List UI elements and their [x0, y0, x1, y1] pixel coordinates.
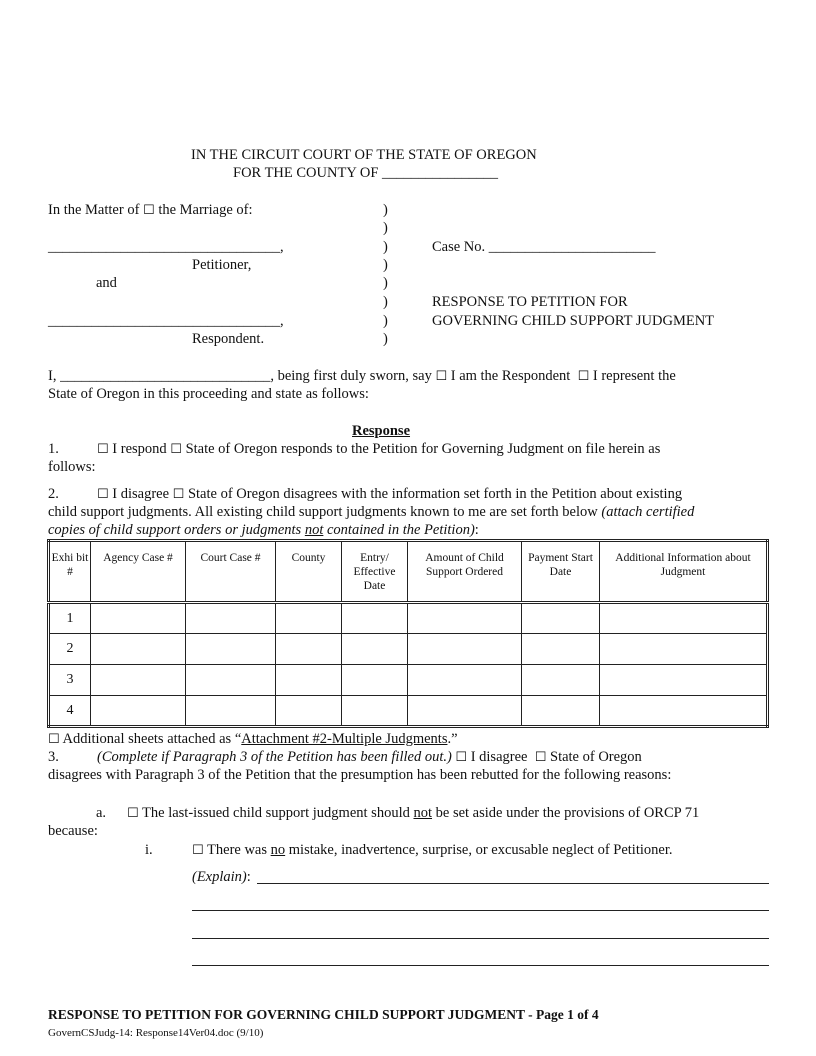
- para2-line2-italic: (attach certified: [601, 504, 695, 520]
- exhibit-number: 4: [49, 696, 91, 727]
- document-title-line1: RESPONSE TO PETITION FOR: [432, 294, 628, 310]
- table-cell[interactable]: [408, 696, 522, 727]
- para2-line3: [48, 521, 479, 539]
- respondent-checkbox[interactable]: ☐: [435, 369, 448, 384]
- para3ai-text-a: There was: [207, 842, 271, 858]
- caption-paren: ): [383, 313, 388, 329]
- respondent-option-label: I am the Respondent: [450, 368, 571, 384]
- intro-line2: State of Oregon in this proceeding and state as follows:: [48, 386, 369, 402]
- table-cell[interactable]: [276, 634, 342, 665]
- petitioner-label: Petitioner,: [192, 257, 252, 273]
- state-disagrees-checkbox[interactable]: ☐: [172, 487, 185, 502]
- table-row: [49, 603, 768, 634]
- attachment-checkbox[interactable]: ☐: [48, 732, 60, 747]
- document-title-line2: GOVERNING CHILD SUPPORT JUDGMENT: [432, 313, 715, 329]
- intro-line1: [48, 367, 676, 386]
- para3a-text-a: The last-issued child support judgment should: [142, 805, 414, 821]
- para3-state-label: State of Oregon: [550, 749, 642, 765]
- footer-title: [48, 1006, 599, 1024]
- table-cell[interactable]: [600, 665, 768, 696]
- table-cell[interactable]: [522, 696, 600, 727]
- para3-state-checkbox[interactable]: ☐: [534, 750, 547, 765]
- para2-line2-text: child support judgments. All existing child support judgments known to me are set forth below: [48, 504, 602, 520]
- i-disagree-checkbox[interactable]: ☐: [97, 487, 109, 502]
- respondent-label: Respondent.: [192, 331, 265, 347]
- para3a-cont: because:: [48, 823, 98, 839]
- and-label: and: [96, 275, 117, 291]
- state-responds-checkbox[interactable]: ☐: [170, 442, 182, 457]
- para3-line1: [97, 748, 642, 767]
- table-cell[interactable]: [186, 665, 276, 696]
- para2-line2: [48, 503, 694, 521]
- table-row: [49, 665, 768, 696]
- footer-code: GovernCSJudg-14: Response14Ver04.doc (9/10): [48, 1027, 264, 1039]
- para3-i-disagree-label: I disagree: [470, 749, 528, 765]
- no-mistake-checkbox[interactable]: ☐: [192, 843, 204, 858]
- explain-line[interactable]: [192, 938, 769, 939]
- para3ai-label: i.: [145, 842, 153, 858]
- table-cell[interactable]: [276, 665, 342, 696]
- table-cell[interactable]: [342, 603, 408, 634]
- i-respond-checkbox[interactable]: ☐: [97, 442, 109, 457]
- para3-line2: disagrees with Paragraph 3 of the Petition that the presumption has been rebutted for the following reasons:: [48, 767, 672, 783]
- attachment-link[interactable]: Attachment #2-Multiple Judgments: [241, 731, 448, 747]
- col-header-additional-info: Additional Information about Judgment: [600, 541, 768, 603]
- table-cell[interactable]: [342, 696, 408, 727]
- explain-colon: :: [246, 869, 251, 885]
- court-heading-line2: FOR THE COUNTY OF ________________: [233, 165, 499, 181]
- para1-line1: [97, 440, 660, 459]
- table-cell[interactable]: [522, 634, 600, 665]
- col-header-entry-date: Entry/ Effective Date: [342, 541, 408, 603]
- col-header-exhibit: Exhi bit #: [49, 541, 91, 603]
- para3a-label: a.: [96, 805, 107, 821]
- table-cell[interactable]: [276, 603, 342, 634]
- table-cell[interactable]: [276, 696, 342, 727]
- matter-line: [48, 201, 253, 220]
- para1-cont: follows:: [48, 459, 96, 475]
- para2-line3-italic-a: copies of child support orders or judgments: [48, 522, 305, 538]
- marriage-checkbox[interactable]: ☐: [143, 203, 155, 218]
- para3ai-no: no: [270, 842, 286, 858]
- table-row: [49, 634, 768, 665]
- table-cell[interactable]: [91, 665, 186, 696]
- footer-page: - Page 1 of 4: [524, 1007, 599, 1022]
- intro-name-blank[interactable]: I, _____________________________, being first duly sworn, say: [48, 368, 432, 384]
- caption-paren: ): [383, 239, 388, 255]
- table-cell[interactable]: [186, 634, 276, 665]
- table-row: [49, 696, 768, 727]
- i-disagree-label: I disagree: [112, 486, 170, 502]
- matter-prefix: In the Matter of: [48, 202, 140, 218]
- table-cell[interactable]: [522, 665, 600, 696]
- para2-line1: [97, 485, 682, 504]
- table-cell[interactable]: [408, 603, 522, 634]
- table-cell[interactable]: [91, 634, 186, 665]
- table-cell[interactable]: [342, 634, 408, 665]
- col-header-amount: Amount of Child Support Ordered: [408, 541, 522, 603]
- exhibit-number: 2: [49, 634, 91, 665]
- section-heading: Response: [352, 423, 411, 439]
- attachment-post: .”: [447, 731, 458, 747]
- judgments-table: [47, 539, 769, 728]
- col-header-court-case: Court Case #: [186, 541, 276, 603]
- caption-paren: ): [383, 257, 388, 273]
- table-cell[interactable]: [342, 665, 408, 696]
- represent-state-checkbox[interactable]: ☐: [577, 369, 590, 384]
- para1-num: 1.: [48, 441, 59, 457]
- caption-paren: ): [383, 275, 388, 291]
- set-aside-checkbox[interactable]: ☐: [127, 806, 139, 821]
- explain-line[interactable]: [192, 910, 769, 911]
- table-cell[interactable]: [186, 603, 276, 634]
- caption-paren: ): [383, 294, 388, 310]
- para3ai-text-b: mistake, inadvertence, surprise, or excusable neglect of Petitioner.: [285, 842, 673, 858]
- table-cell[interactable]: [408, 665, 522, 696]
- col-header-payment-start: Payment Start Date: [522, 541, 600, 603]
- exhibit-number: 1: [49, 603, 91, 634]
- petitioner-name-blank[interactable]: ________________________________,: [48, 239, 284, 255]
- matter-suffix: the Marriage of:: [158, 202, 253, 218]
- explain-line[interactable]: [192, 965, 769, 966]
- table-cell[interactable]: [600, 603, 768, 634]
- para3-i-disagree-checkbox[interactable]: ☐: [455, 750, 468, 765]
- state-responds-label: State of Oregon responds to the Petition for Governing Judgment on file herein as: [185, 441, 661, 457]
- i-respond-label: I respond: [112, 441, 167, 457]
- caption-paren: ): [383, 202, 388, 218]
- explain-italic: (Explain): [192, 869, 247, 885]
- para2-num: 2.: [48, 486, 59, 502]
- col-header-agency-case: Agency Case #: [91, 541, 186, 603]
- para3ai-line1: [192, 841, 672, 860]
- col-header-county: County: [276, 541, 342, 603]
- para2-line3-end: :: [474, 522, 479, 538]
- attachment-line: [48, 730, 458, 749]
- para3a-line1: [127, 804, 699, 823]
- footer-title-text: RESPONSE TO PETITION FOR GOVERNING CHILD SUPPORT JUDGMENT: [48, 1007, 525, 1022]
- table-cell[interactable]: [91, 603, 186, 634]
- table-cell[interactable]: [91, 696, 186, 727]
- para2-line3-italic-b: contained in the Petition): [323, 522, 475, 538]
- represent-option-label: I represent the: [592, 368, 676, 384]
- para3a-not: not: [413, 805, 433, 821]
- case-number[interactable]: Case No. _______________________: [432, 239, 656, 255]
- exhibit-number: 3: [49, 665, 91, 696]
- table-header-row: [49, 541, 768, 603]
- table-cell[interactable]: [408, 634, 522, 665]
- para3-italic: (Complete if Paragraph 3 of the Petition has been filled out.): [97, 749, 452, 765]
- respondent-name-blank[interactable]: ________________________________,: [48, 313, 284, 329]
- table-cell[interactable]: [522, 603, 600, 634]
- state-disagrees-label: State of Oregon disagrees with the information set forth in the Petition about existing: [187, 486, 683, 502]
- table-cell[interactable]: [600, 634, 768, 665]
- caption-paren: ): [383, 331, 388, 347]
- para2-line3-not: not: [304, 522, 324, 538]
- explain-label: [192, 868, 251, 886]
- caption-paren: ): [383, 220, 388, 236]
- attachment-pre: Additional sheets attached as “: [62, 731, 242, 747]
- explain-line[interactable]: [257, 883, 769, 884]
- para3-num: 3.: [48, 749, 59, 765]
- court-heading-line1: IN THE CIRCUIT COURT OF THE STATE OF OREGON: [191, 147, 537, 163]
- para3a-text-b: be set aside under the provisions of ORCP 71: [432, 805, 700, 821]
- table-cell[interactable]: [600, 696, 768, 727]
- table-cell[interactable]: [186, 696, 276, 727]
